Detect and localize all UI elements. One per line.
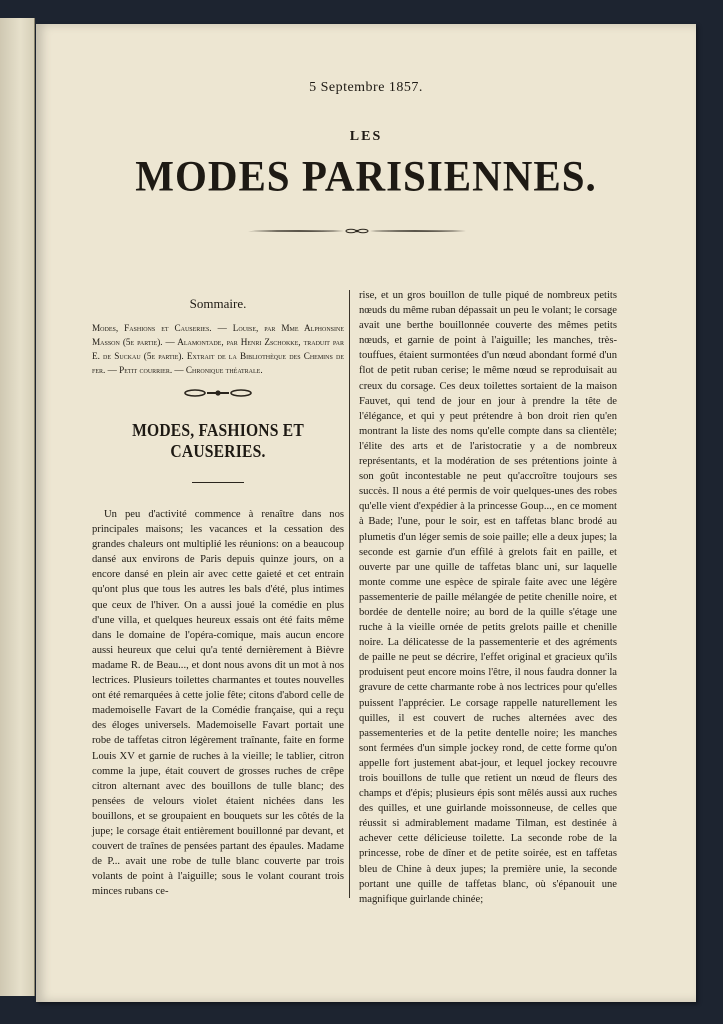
facing-page-edge [0, 18, 35, 996]
newspaper-page [36, 24, 696, 1002]
article-title-rule [192, 482, 244, 483]
left-column [92, 292, 344, 899]
article-text-left: Un peu d'activité commence à renaître dans nos principales maisons; les vacances et la cessation des grandes chaleurs ont multiplié les réunions: on a beaucoup dansé aux environs de Paris depuis quinze jours, on a encore dansé en plein air avec cette gaieté et cet entrain qu'ont plus que tous les autres les bals d'été, plus intimes que ceux de l'hiver. On a aussi joué la comédie en plus d'une villa, et quelques heureux essais ont été faits même dans le domaine de l'opéra-comique, mais aucun encore aussi heureux que celui qu'a tenté dernièrement à Bièvre madame R. de Beau..., et dont nous avons dit un mot à nos lectrices. Plusieurs toilettes charmantes et toutes nouvelles ont été remarquées à cette jolie fête; citons d'abord celle de mademoiselle Favart de la Comédie française, qui a reçu des éloges universels. Mademoiselle Favart portait une robe de taffetas citron légèrement traînante, faite en forme Louis XV et garnie de ruches à la vieille; le tablier, citron comme la jupe, était couvert de grosses ruches de crêpe citron alternant avec des bouillons de tulle blanc; des pensées de velours violet étaient nichées dans les bouillons, et se groupaient en bouquets sur les côtés de la jupe; le corsage était entièrement bouillonné par devant, et couvert de traînes de pensées partant des épaules. Madame de P... avait une robe de tulle blanc couverte par trois volants de point à l'aiguille; sous le volant courant trois minces rubans ce- [92, 509, 344, 898]
masthead-rule-ornament [248, 228, 466, 234]
issue-date: 5 Septembre 1857. [309, 80, 423, 95]
masthead-title: MODES PARISIENNES. [135, 151, 597, 201]
article-title: MODES, FASHIONS ET CAUSERIES. [132, 421, 304, 462]
right-column [359, 288, 617, 907]
section-ornament [183, 388, 253, 398]
sommaire-heading: Sommaire. [189, 296, 247, 311]
article-text-right: rise, et un gros bouillon de tulle piqué de nombreux petits nœuds du même ruban dépassait un peu le volant; le corsage avait une berthe bouillonnée couverte des mêmes petits nœuds, et garnie de point à l'aiguille; les manches, très-touffues, étaient surmontées d'un nœud abondant formé d'un flot de petit ruban cerise; le même nœud se reproduisait au creux du corsage. Ces deux toilettes sortaient de la maison Fauvet, qui tend de jour en jour à prendre la tête de l'élégance, et qui y peut prétendre à bon droit rien qu'en montrant la liste des noms qu'elle compte dans sa clientèle; l'élite des arts et de l'aristocratie y a de nombreux représentants, et la modération de ses prétentions jointe à son goût incontestable ne peut qu'accroître toujours ses succès. Il nous a été permis de voir quelques-unes des robes qu'elle vient d'expédier à la princesse Goup..., en ce moment à Bade; l'une, pour le soir, est en taffetas blanc brodé au plumetis d'un léger semis de soie paille; elle a deux jupes; la seconde est garnie d'un effilé à grelots fait en paille, et ouverte par une quille de taffetas blanc uni, sur laquelle monte comme une espèce de spirale faite avec une légère passementerie de paille mélangée de petite chenille noire, et bordée de dentelle noire; au bord de la quille s'étage une ruche à la vieille ornée de petits grelots paille et chenille noire. La délicatesse de la passementerie et des agréments de paille ne peut se décrire, l'effet original et gracieux qu'ils produisent peut encore moins l'être, il nous faudra donner la gravure de cette charmante robe à nos lectrices pour qu'elles puissent l'apprécier. Le corsage rappelle naturellement les quilles, il est couvert de ruches alternées avec des passementeries et de la petite dentelle noire; les manches sont fermées d'un simple jockey rond, de cette forme qu'on appelle fort justement abat-jour, et lequel jockey recouvre trois bouillons de tulle que retient un nœud de fleurs des champs et d'épis; plusieurs épis sont mêlés aussi aux ruches des quilles, et une guirlande moissonneuse, de celles que réussit si admirablement madame Tilman, est destinée à achever cette délicieuse toilette. La seconde robe de la princesse, robe de dîner et de petite soirée, est en taffetas bleu de Chine à deux jupes; la première unie, la seconde portant une quille de taffetas blanc, où s'épanouit une magnifique guirlande chinée; [359, 290, 617, 905]
column-divider [349, 290, 350, 898]
masthead-article: LES [349, 129, 383, 144]
sommaire-text: Modes, Fashions et Causeries. — Louise, par Mme Alphonsine Masson (5e partie). — Alamontade, par Henri Zschokke, traduit par E. de Suckau (5e partie). Extrait de la Bibliothèque des Chemins de fer. — Petit courrier. — Chronique théatrale. [92, 323, 344, 375]
